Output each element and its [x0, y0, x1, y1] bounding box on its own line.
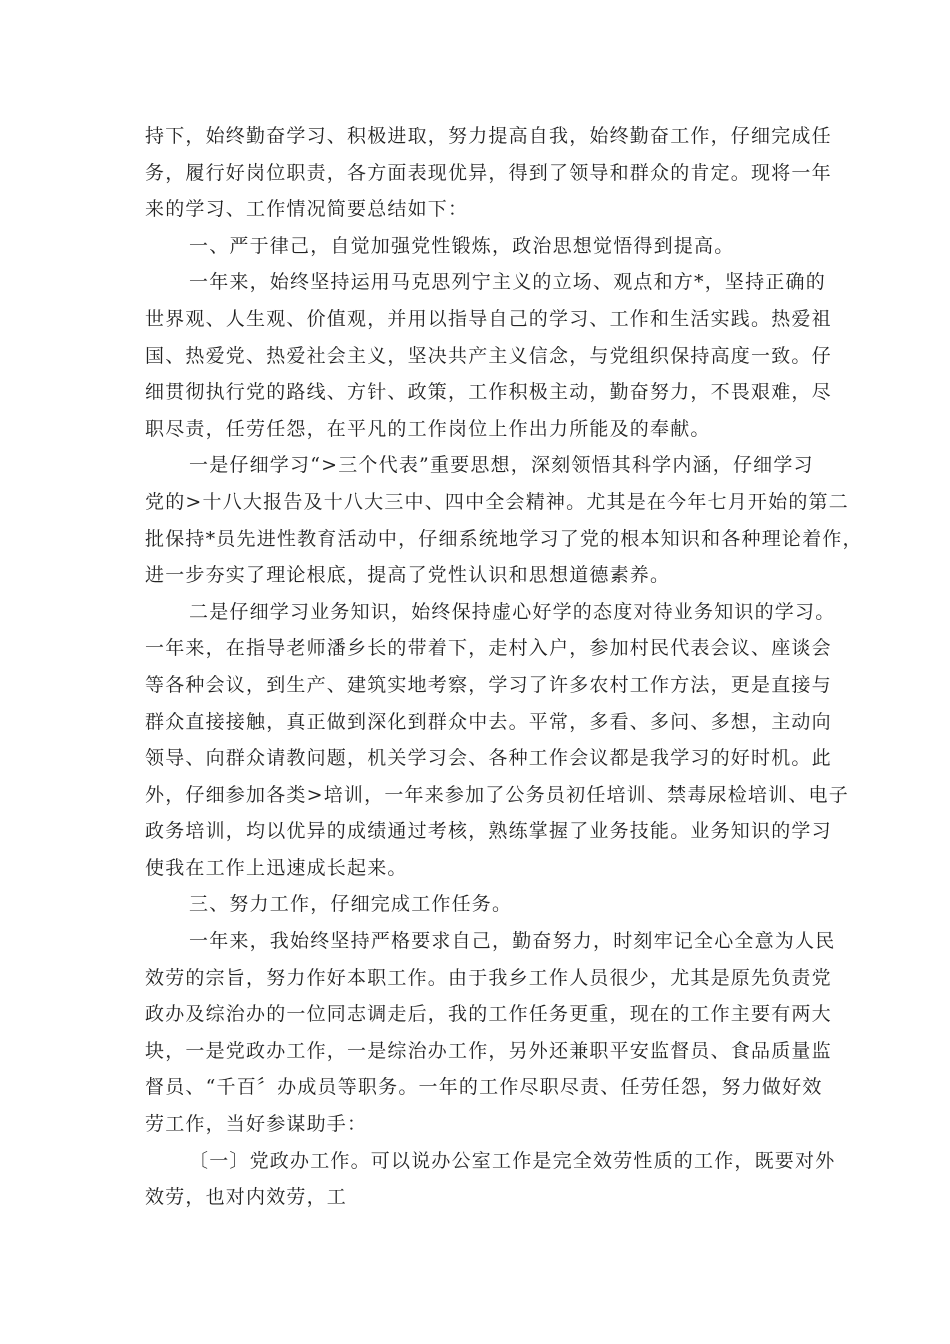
- text-line: 外，仔细参加各类>培训，一年来参加了公务员初任培训、禁毒尿检培训、电子: [145, 783, 849, 806]
- text-line: 领导、向群众请教问题，机关学习会、各种工作会议都是我学习的好时机。此: [145, 747, 832, 770]
- text-line: 一年来，在指导老师潘乡长的带着下，走村入户，参加村民代表会议、座谈会: [145, 637, 832, 660]
- text-line: 督员、“千百〞办成员等职务。一年的工作尽职尽责、任劳任怨，努力做好效: [145, 1076, 823, 1099]
- paragraph: [145, 1143, 836, 1216]
- text-line: 使我在工作上迅速成长起来。: [145, 856, 408, 879]
- text-line: 细贯彻执行党的路线、方针、政策，工作积极主动，勤奋努力，不畏艰难，尽: [145, 381, 832, 404]
- text-line: 二是仔细学习业务知识，始终保持虚心好学的态度对待业务知识的学习。: [189, 600, 836, 623]
- text-line: 政务培训，均以优异的成绩通过考核，熟练掌握了业务技能。业务知识的学习: [145, 820, 832, 843]
- text-line: 职尽责，任劳任怨，在平凡的工作岗位上作出力所能及的奉献。: [145, 417, 711, 440]
- text-line: 国、热爱党、热爱社会主义，坚决共产主义信念，与党组织保持高度一致。仔: [145, 344, 832, 367]
- paragraph: [145, 923, 836, 1143]
- text-line: 世界观、人生观、价值观，并用以指导自己的学习、工作和生活实践。热爱祖: [145, 307, 832, 330]
- document-body: [145, 118, 863, 1216]
- text-line: 持下，始终勤奋学习、积极进取，努力提高自我，始终勤奋工作，仔细完成任: [145, 125, 832, 147]
- text-line: 党的>十八大报告及十八大三中、四中全会精神。尤其是在今年七月开始的第二: [145, 490, 849, 513]
- text-line: 来的学习、工作情况简要总结如下：: [145, 198, 469, 221]
- text-line: 务，履行好岗位职责，各方面表现优异，得到了领导和群众的肯定。现将一年: [145, 161, 832, 184]
- text-line: 〔一〕党政办工作。可以说办公室工作是完全效劳性质的工作，既要对外: [189, 1149, 836, 1172]
- text-line: 一年来，我始终坚持严格要求自己，勤奋努力，时刻牢记全心全意为人民: [189, 930, 836, 953]
- text-line: 一年来，始终坚持运用马克思列宁主义的立场、观点和方*，坚持正确的: [189, 271, 826, 294]
- text-line: 一、严于律己，自觉加强党性锻炼，政治思想觉悟得到提高。: [189, 234, 735, 257]
- paragraph: [145, 447, 863, 593]
- paragraph: [145, 594, 849, 887]
- text-line: 政办及综治办的一位同志调走后，我的工作任务更重，现在的工作主要有两大: [145, 1003, 832, 1026]
- paragraph: [145, 886, 813, 923]
- paragraph: [145, 264, 832, 447]
- text-line: 等各种会议，到生产、建筑实地考察，学习了许多农村工作方法，更是直接与: [145, 673, 832, 696]
- text-line: 效劳的宗旨，努力作好本职工作。由于我乡工作人员很少，尤其是原先负责党: [145, 966, 832, 989]
- text-line: 效劳，也对内效劳，工: [145, 1186, 348, 1209]
- text-line: 群众直接接触，真正做到深化到群众中去。平常，多看、多问、多想，主动向: [145, 710, 832, 733]
- text-line: 三、努力工作，仔细完成工作任务。: [189, 893, 513, 916]
- text-line: 块，一是党政办工作，一是综治办工作，另外还兼职平安监督员、食品质量监: [145, 1039, 832, 1062]
- paragraph: [145, 228, 813, 265]
- paragraph: [145, 118, 832, 228]
- text-line: 一是仔细学习“>三个代表”重要思想，深刻领悟其科学内涵，仔细学习: [189, 454, 814, 477]
- text-line: 批保持*员先进性教育活动中，仔细系统地学习了党的根本知识和各种理论着作，: [145, 527, 863, 550]
- text-line: 劳工作，当好参谋助手：: [145, 1113, 368, 1136]
- text-line: 进一步夯实了理论根底，提高了党性认识和思想道德素养。: [145, 564, 671, 587]
